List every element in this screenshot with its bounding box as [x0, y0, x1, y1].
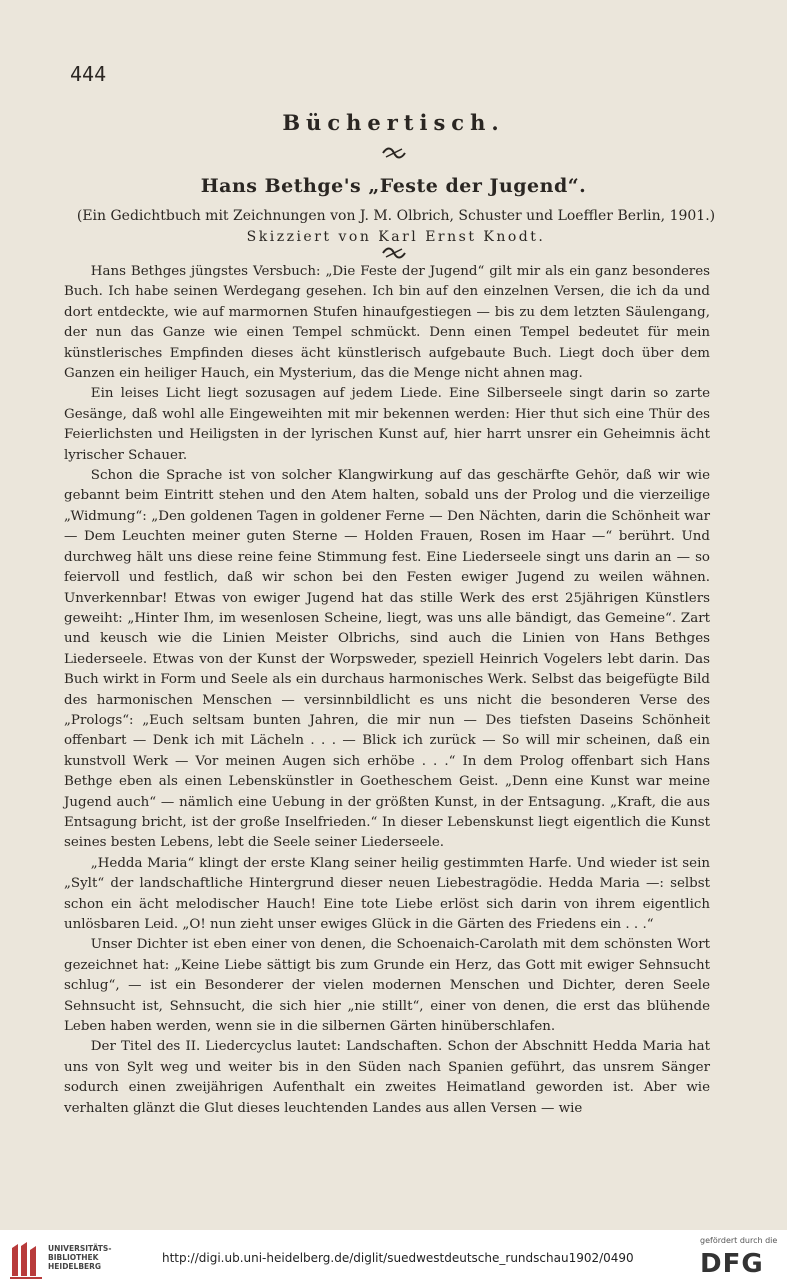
footer-bar: [0, 1230, 787, 1288]
article-title: Hans Bethge's „Feste der Jugend“.: [200, 175, 587, 197]
library-name: [48, 1244, 111, 1271]
paragraph: Ein leises Licht liegt sozusagen auf jedem Liede. Eine Silberseele singt darin so zarte Gesänge, daß wohl alle Eingeweihten mit mir bekennen werden: Hier thut sich eine Thür des Feierlichsten und Heiligsten in der lyrischen Kunst auf, hier harrt unsrer ein Geheimnis ächt lyrischer Schauer.: [64, 386, 710, 463]
paragraph: Hans Bethges jüngstes Versbuch: „Die Feste der Jugend“ gilt mir als ein ganz besonderes Buch. Ich habe seinen Werdegang gesehen. Ich bin auf den einzelnen Versen, die ich da und dort entdeckte, wie auf marmornen Stufen hinaufgestiegen — bis zu dem letzten Säulengang, der nun das Ganze wie einen Tempel schmückt. Denn einen Tempel bedeutet für mein künstlerisches Empfinden dieses ächt künstlerisch aufgebaute Buch. Liegt doch über dem Ganzen ein heiliger Hauch, ein Mysterium, das die Menge nicht ahnen mag.: [64, 264, 710, 382]
subtitle-line: (Ein Gedichtbuch mit Zeichnungen von J. M. Olbrich, Schuster und Loeffler Berlin, 1901.): [76, 208, 716, 224]
article-body: [64, 262, 710, 1119]
library-line: UNIVERSITÄTS-: [48, 1244, 112, 1253]
subtitle-line: Skizziert von Karl Ernst Knodt.: [246, 229, 546, 245]
ornament-icon: [381, 246, 407, 260]
funded-by-label: gefördert durch die: [700, 1236, 778, 1245]
library-line: HEIDELBERG: [48, 1262, 102, 1271]
article-subtitle: [66, 206, 726, 248]
section-title: Büchertisch.: [282, 110, 505, 135]
paragraph: Schon die Sprache ist von solcher Klangwirkung auf das geschärfte Gehör, daß wir wie gebannt beim Eintritt stehen und den Atem halten, sobald uns der Prolog und die vierzeilige „Widmung“: „Den goldenen Tagen in goldener Ferne — Den Nächten, darin die Schönheit war — Dem Leuchten meiner guten Sterne — Holden Frauen, Rosen im Haar —“ berührt. Und durchweg hält uns diese reine feine Stimmung fest. Eine Liederseele singt uns darin an — so feiervoll und festlich, daß wir schon bei den Festen ewiger Jugend zu weilen wähnen. Unverkennbar! Etwas von ewiger Jugend hat das stille Werk des erst 25jährigen Künstlers geweiht: „Hinter Ihm, im wesenlosen Scheine, liegt, was uns alle bändigt, das Gemeine“. Zart und keusch wie die Linien Meister Olbrichs, sind auch die Linien von Hans Bethges Liederseele. Etwas von der Kunst der Worpsweder, speziell Heinrich Vogelers lebt darin. Das Buch wirkt in Form und Seele als ein durchaus harmonisches Werk. Selbst das beigefügte Bild des harmonischen Menschen — versinnbildlicht es uns nicht die besonderen Verse des „Prologs“: „Euch seltsam bunten Jahren, die mir nun — Des tiefsten Daseins Schönheit offenbart — Denk ich mit Lächeln . . . — Blick ich zurück — So will mir scheinen, daß ein kunstvoll Werk — Vor meinen Augen sich erhöbe . . .“ In dem Prolog offenbart sich Hans Bethge eben als einen Lebenskünstler in Goetheschem Geist. „Denn eine Kunst war meine Jugend auch“ — nämlich eine Uebung in der größten Kunst, in der Entsagung. „Kraft, die aus Entsagung bricht, ist der große Inselfrieden.“ In dieser Lebenskunst liegt eigentlich die Kunst seines besten Lebens, lebt die Seele seiner Liederseele.: [64, 468, 710, 851]
library-line: BIBLIOTHEK: [48, 1253, 99, 1262]
paragraph: Der Titel des II. Liedercyclus lautet: Landschaften. Schon der Abschnitt Hedda Maria hat uns von Sylt weg und weiter bis in den Süden nach Spanien geführt, das unsrem Sänger sodurch einen zweijährigen Aufenthalt ein zweites Heimatland geworden ist. Aber wie verhalten glänzt die Glut dieses leuchtenden Landes aus allen Versen — wie: [64, 1039, 710, 1116]
university-seal-icon: [8, 1240, 44, 1280]
paragraph: „Hedda Maria“ klingt der erste Klang seiner heilig gestimmten Harfe. Und wieder ist sein „Sylt“ der landschaftliche Hintergrund dieser neuen Liebestragödie. Hedda Maria —: selbst schon ein ächt melodischer Hauch! Eine tote Liebe erlöst sich darin von ihrem eigentlich unlösbaren Leid. „O! nun zieht unser ewiges Glück in die Gärten des Friedens ein . . .“: [64, 855, 710, 932]
page-number: 444: [70, 62, 107, 86]
source-url-link[interactable]: http://digi.ub.uni-heidelberg.de/diglit/suedwestdeutsche_rundschau1902/0490: [162, 1251, 634, 1265]
dfg-logo: DFG: [700, 1249, 764, 1279]
paragraph: Unser Dichter ist eben einer von denen, die Schoenaich-Carolath mit dem schönsten Wort gezeichnet hat: „Keine Liebe sättigt bis zum Grunde ein Herz, das Gott mit ewiger Sehnsucht schlug“, — ist ein Besonderer der vielen modernen Menschen und Dichter, deren Seele Sehnsucht ist, Sehnsucht, die sich hier „nie stillt“, einer von denen, die erst das blühende Leben haben werden, wenn sie in die silbernen Gärten hinüberschlafen.: [64, 937, 710, 1035]
ornament-icon: [381, 146, 407, 160]
